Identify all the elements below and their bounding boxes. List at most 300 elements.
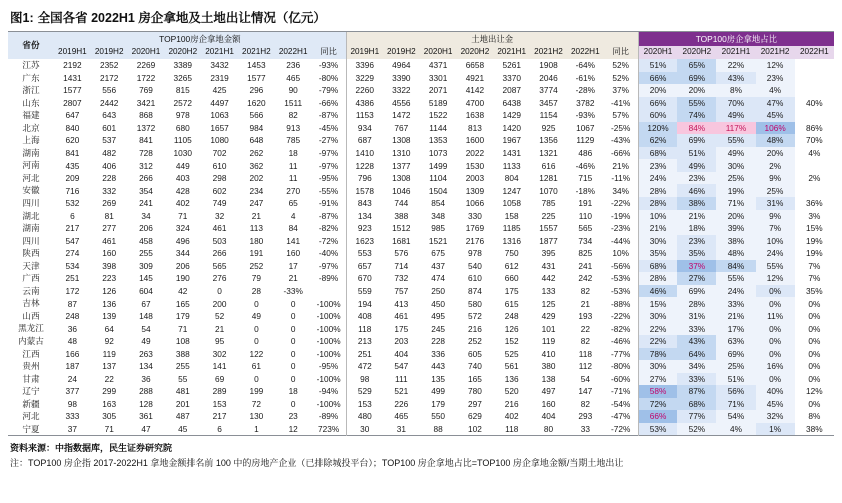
- table-cell: -100%: [316, 323, 341, 334]
- table-cell: 874: [468, 285, 482, 296]
- table-cell: 978: [468, 248, 482, 259]
- table-cell: [795, 109, 834, 122]
- figure-title: [8, 6, 834, 31]
- table-cell: 45: [178, 423, 188, 434]
- table-cell: 250: [431, 285, 446, 296]
- table-cell: 139: [102, 311, 117, 322]
- table-cell: 51%: [677, 147, 716, 160]
- table-cell: 54%: [716, 410, 755, 423]
- row-province: 湖北: [22, 210, 40, 221]
- table-cell: 1530: [465, 160, 485, 171]
- table-cell: 1105: [173, 135, 192, 146]
- row-province: 北京: [22, 122, 40, 133]
- table-cell: 572: [468, 311, 482, 322]
- table-cell: 4%: [716, 423, 755, 436]
- table-cell: 23%: [638, 159, 677, 172]
- table-cell: 138: [541, 373, 556, 384]
- table-cell: 565: [578, 223, 593, 234]
- table-cell: 82: [580, 336, 590, 347]
- table-cell: -64%: [575, 60, 595, 71]
- table-cell: 1%: [756, 423, 795, 436]
- table-cell: 553: [346, 247, 383, 260]
- table-cell: 38%: [677, 197, 716, 210]
- table-cell: -19%: [611, 210, 631, 221]
- table-cell: 1067: [576, 122, 595, 133]
- table-cell: 1: [254, 423, 259, 434]
- table-cell: 47: [141, 423, 151, 434]
- table-cell: 66%: [638, 72, 677, 85]
- table-cell: 22%: [638, 335, 677, 348]
- table-cell: 1681: [392, 235, 411, 246]
- table-cell: 0: [290, 323, 296, 334]
- table-cell: 12%: [756, 272, 795, 285]
- row-province: 陕西: [22, 248, 40, 259]
- table-cell: 22: [104, 373, 114, 384]
- table-cell: 566: [249, 110, 264, 121]
- table-cell: 458: [139, 235, 153, 246]
- table-cell: 2260: [346, 84, 383, 97]
- table-cell: 35%: [806, 285, 823, 296]
- table-cell: 266: [212, 248, 227, 259]
- land-acquisition-table: [8, 31, 834, 436]
- table-cell: 200: [212, 298, 227, 309]
- table-cell: 482: [102, 147, 117, 158]
- table-cell: 1522: [428, 110, 448, 121]
- table-cell: 277: [102, 223, 117, 234]
- row-province: 上海: [22, 135, 40, 146]
- table-cell: 841: [65, 147, 80, 158]
- table-row: [8, 285, 834, 298]
- table-cell: 481: [175, 386, 190, 397]
- table-cell: 10%: [756, 235, 795, 248]
- table-cell: -22%: [611, 311, 631, 322]
- table-cell: 402: [175, 198, 190, 209]
- table-cell: 0: [290, 336, 296, 347]
- table-row: [8, 134, 834, 147]
- table-cell: 65: [288, 198, 298, 209]
- table-cell: 601: [102, 122, 117, 133]
- table-cell: 288: [139, 386, 153, 397]
- table-cell: -80%: [318, 72, 339, 83]
- table-row: [8, 172, 834, 185]
- table-cell: 68%: [638, 147, 677, 160]
- table-row: [8, 147, 834, 160]
- table-cell: 137: [102, 361, 117, 372]
- table-cell: 1577: [63, 85, 82, 96]
- row-province: 河北: [22, 411, 40, 422]
- table-cell: 437: [431, 260, 446, 271]
- table-row: [8, 210, 834, 223]
- table-row: [8, 59, 834, 72]
- table-cell: 723%: [317, 423, 340, 434]
- table-cell: -18%: [575, 185, 595, 196]
- table-row: [8, 335, 834, 348]
- table-cell: 135: [431, 373, 446, 384]
- table-cell: 119: [541, 336, 556, 347]
- table-cell: 0%: [756, 373, 795, 386]
- table-cell: 175: [394, 323, 409, 334]
- table-cell: 1504: [428, 185, 448, 196]
- table-cell: 841: [139, 135, 153, 146]
- table-cell: 3396: [346, 59, 383, 72]
- table-cell: 98: [346, 373, 383, 386]
- group-header-top100-amount: TOP100房企拿地金额: [54, 32, 346, 47]
- table-cell: 71: [178, 323, 188, 334]
- table-cell: 191: [578, 198, 593, 209]
- table-cell: 18: [288, 386, 298, 397]
- table-cell: 172: [65, 285, 80, 296]
- table-cell: 23%: [677, 235, 716, 248]
- table-cell: 39%: [716, 222, 755, 235]
- table-cell: 1154: [539, 110, 558, 121]
- table-cell: 0%: [756, 348, 795, 361]
- row-province: 浙江: [22, 85, 40, 96]
- table-cell: 1063: [210, 110, 229, 121]
- table-cell: 534: [65, 260, 80, 271]
- table-cell: 60%: [638, 109, 677, 122]
- table-cell: 40%: [756, 385, 795, 398]
- table-cell: 465: [394, 411, 409, 422]
- table-cell: 0%: [808, 361, 821, 372]
- table-cell: 425: [212, 85, 227, 96]
- table-cell: 25%: [716, 172, 755, 185]
- table-cell: 276: [212, 273, 227, 284]
- row-province: 吉林: [22, 298, 40, 309]
- table-cell: 0: [290, 298, 296, 309]
- col-13: 2021H2: [530, 46, 567, 59]
- table-cell: 1066: [465, 198, 485, 209]
- table-cell: 241: [139, 198, 153, 209]
- table-cell: 330: [468, 210, 482, 221]
- table-cell: 1153: [346, 109, 383, 122]
- table-cell: 24: [67, 373, 78, 384]
- table-cell: 52%: [612, 72, 630, 83]
- table-cell: 4386: [346, 97, 383, 110]
- table-cell: 4921: [465, 72, 485, 83]
- table-cell: 0%: [756, 322, 795, 335]
- table-cell: 22%: [638, 322, 677, 335]
- table-cell: 520: [504, 386, 519, 397]
- table-cell: 54: [580, 373, 590, 384]
- table-cell: 206: [175, 260, 190, 271]
- table-cell: 580: [468, 298, 482, 309]
- table-cell: 1512: [392, 223, 411, 234]
- table-cell: 537: [102, 135, 117, 146]
- column-header-row: [8, 46, 834, 59]
- table-cell: 1600: [465, 135, 485, 146]
- table-cell: 31%: [677, 310, 716, 323]
- table-cell: 106%: [756, 122, 795, 135]
- table-cell: -93%: [318, 60, 339, 71]
- table-cell: 20%: [638, 84, 677, 97]
- row-province: 江苏: [22, 59, 40, 70]
- table-cell: 153: [346, 398, 383, 411]
- table-cell: 266: [139, 173, 153, 184]
- table-cell: -77%: [611, 348, 631, 359]
- table-cell: 804: [504, 173, 519, 184]
- table-cell: 17%: [716, 322, 755, 335]
- table-cell: 69%: [677, 285, 716, 298]
- table-cell: 605: [468, 348, 482, 359]
- table-cell: 27%: [677, 272, 716, 285]
- col-20: 2022H1: [795, 46, 834, 59]
- table-cell: 28: [251, 285, 261, 296]
- table-cell: 134: [346, 210, 383, 223]
- table-cell: 740: [468, 361, 482, 372]
- row-province: 黑龙江: [18, 323, 44, 334]
- table-cell: 118: [578, 348, 592, 359]
- table-cell: 0%: [808, 348, 821, 359]
- table-cell: 28%: [638, 184, 677, 197]
- table-cell: 442: [541, 273, 556, 284]
- table-cell: -93%: [575, 110, 595, 121]
- table-cell: 0: [290, 361, 296, 372]
- table-cell: 65%: [677, 59, 716, 72]
- table-cell: 206: [139, 223, 153, 234]
- table-cell: 187: [65, 361, 80, 372]
- table-cell: 242: [578, 273, 593, 284]
- table-cell: 1070: [539, 185, 558, 196]
- table-cell: 202: [249, 173, 264, 184]
- table-cell: 0: [254, 336, 259, 347]
- table-cell: 37: [67, 423, 78, 434]
- row-province: 湖南: [22, 223, 40, 234]
- table-cell: 134: [139, 361, 153, 372]
- table-row: [8, 72, 834, 85]
- col-2: 2020H1: [128, 46, 165, 59]
- table-cell: 620: [65, 135, 80, 146]
- table-cell: 408: [346, 310, 383, 323]
- table-cell: 480: [346, 410, 383, 423]
- table-cell: -53%: [611, 273, 631, 284]
- row-province: 湖南: [22, 147, 40, 158]
- col-14: 2022H1: [567, 46, 604, 59]
- table-cell: 58%: [638, 385, 677, 398]
- figure-footer: [8, 442, 834, 470]
- table-cell: 10%: [612, 248, 630, 259]
- table-cell: 45%: [756, 398, 795, 411]
- table-row: [8, 159, 834, 172]
- table-cell: 780: [468, 386, 482, 397]
- table-cell: 248: [504, 311, 519, 322]
- table-cell: 28%: [638, 272, 677, 285]
- table-cell: 71%: [716, 197, 755, 210]
- table-cell: 6658: [465, 60, 485, 71]
- table-cell: 403: [175, 173, 190, 184]
- table-cell: 102: [468, 423, 482, 434]
- table-cell: 88: [433, 423, 443, 434]
- table-cell: 1104: [429, 173, 448, 184]
- table-cell: 0%: [808, 336, 821, 347]
- table-cell: 1623: [346, 235, 383, 248]
- table-cell: 854: [431, 198, 446, 209]
- table-cell: 2022: [465, 147, 485, 158]
- table-cell: 51%: [716, 373, 755, 386]
- table-cell: 25%: [716, 360, 755, 373]
- table-cell: 225: [541, 210, 556, 221]
- row-province: 山西: [22, 310, 40, 321]
- table-cell: 79: [251, 273, 261, 284]
- table-cell: 191: [249, 248, 264, 259]
- table-cell: 461: [394, 311, 409, 322]
- table-cell: 126: [102, 285, 117, 296]
- table-cell: 49%: [677, 159, 716, 172]
- table-cell: 1310: [392, 147, 411, 158]
- table-cell: 813: [468, 122, 482, 133]
- table-cell: 978: [175, 110, 190, 121]
- table-cell: 69: [214, 373, 225, 384]
- table-cell: 461: [102, 235, 117, 246]
- table-cell: 610: [212, 160, 227, 171]
- table-cell: 61: [251, 361, 261, 372]
- table-cell: 377: [65, 386, 80, 397]
- table-cell: 450: [431, 298, 446, 309]
- table-cell: 714: [394, 260, 409, 271]
- table-cell: 2192: [63, 60, 82, 71]
- table-cell: 179: [175, 311, 190, 322]
- row-province: 甘肃: [22, 373, 40, 384]
- table-cell: -91%: [318, 198, 339, 209]
- table-cell: 629: [468, 411, 482, 422]
- row-province: 辽宁: [22, 386, 40, 397]
- table-cell: 2%: [756, 159, 795, 172]
- table-cell: 118: [505, 423, 519, 434]
- table-cell: 1030: [173, 147, 193, 158]
- table-cell: 750: [504, 248, 519, 259]
- table-cell: 190: [175, 273, 190, 284]
- table-cell: 732: [394, 273, 409, 284]
- table-cell: 289: [212, 386, 227, 397]
- table-cell: 428: [175, 185, 190, 196]
- table-cell: 1321: [539, 147, 558, 158]
- col-6: 2022H1: [275, 46, 312, 59]
- table-cell: 3%: [808, 210, 821, 221]
- table-row: [8, 423, 834, 436]
- table-cell: 117%: [716, 122, 755, 135]
- table-cell: 610: [468, 273, 482, 284]
- table-cell: 90: [288, 85, 298, 96]
- table-cell: 101: [541, 323, 556, 334]
- table-cell: 767: [394, 122, 409, 133]
- row-province: 内蒙古: [18, 336, 44, 346]
- table-cell: -72%: [318, 235, 339, 246]
- table-cell: 1377: [392, 160, 411, 171]
- table-cell: 525: [504, 348, 519, 359]
- table-cell: 20%: [716, 210, 755, 223]
- table-cell: 112: [578, 361, 592, 372]
- table-cell: 136: [102, 298, 117, 309]
- table-cell: 160: [102, 248, 117, 259]
- col-18: 2021H1: [716, 46, 755, 59]
- table-cell: 165: [175, 298, 190, 309]
- table-cell: 48: [67, 336, 78, 347]
- table-cell: 87%: [677, 385, 716, 398]
- table-row: [8, 235, 834, 248]
- table-cell: -22%: [611, 198, 631, 209]
- table-cell: 21: [580, 298, 590, 309]
- table-cell: -60%: [611, 373, 631, 384]
- table-cell: 22: [580, 323, 590, 334]
- row-province: 四川: [22, 197, 40, 208]
- table-cell: 81: [104, 210, 114, 221]
- table-cell: -46%: [575, 160, 595, 171]
- table-cell: 8%: [808, 411, 821, 422]
- table-cell: 474: [431, 273, 446, 284]
- col-19: 2021H2: [756, 46, 795, 59]
- table-cell: -25%: [611, 122, 631, 133]
- table-cell: 1472: [392, 110, 411, 121]
- table-cell: 63%: [716, 335, 755, 348]
- table-cell: 49%: [716, 147, 755, 160]
- group-header-top100-share: TOP100房企拿地占比: [638, 32, 834, 47]
- table-cell: 1511: [284, 97, 303, 108]
- table-row: [8, 310, 834, 323]
- table-cell: 1877: [539, 235, 558, 246]
- table-cell: 141: [212, 361, 227, 372]
- table-cell: 616: [541, 160, 556, 171]
- table-cell: -53%: [611, 285, 631, 296]
- table-cell: 1499: [428, 160, 448, 171]
- table-cell: 49: [141, 336, 151, 347]
- col-1: 2019H2: [91, 46, 128, 59]
- table-cell: 1769: [465, 223, 485, 234]
- table-cell: 31%: [756, 197, 795, 210]
- table-cell: 38%: [806, 423, 823, 434]
- table-cell: -87%: [318, 210, 339, 221]
- table-cell: 3301: [428, 72, 448, 83]
- table-cell: 18%: [677, 222, 716, 235]
- table-cell: 4556: [392, 97, 411, 108]
- table-cell: 21%: [612, 160, 630, 171]
- table-cell: 324: [175, 223, 190, 234]
- table-cell: 2352: [99, 60, 119, 71]
- table-cell: 62%: [638, 134, 677, 147]
- table-cell: 130: [249, 411, 264, 422]
- table-cell: 1080: [210, 135, 229, 146]
- table-row: [8, 360, 834, 373]
- table-cell: 48%: [716, 247, 755, 260]
- table-cell: 388: [394, 210, 409, 221]
- table-row: [8, 184, 834, 197]
- table-cell: 296: [249, 85, 264, 96]
- table-row: [8, 247, 834, 260]
- table-cell: 934: [346, 122, 383, 135]
- table-cell: 0: [254, 298, 259, 309]
- table-cell: 37%: [677, 260, 716, 273]
- table-cell: 0: [254, 323, 259, 334]
- table-cell: 0%: [756, 297, 795, 310]
- table-cell: 670: [346, 272, 383, 285]
- table-cell: 251: [65, 273, 80, 284]
- row-province: 河南: [22, 160, 40, 171]
- table-cell: 274: [65, 248, 80, 259]
- table-cell: 2442: [99, 97, 119, 108]
- table-cell: 472: [346, 360, 383, 373]
- table-cell: 46%: [677, 184, 716, 197]
- table-cell: [795, 184, 834, 197]
- table-cell: 486: [578, 147, 593, 158]
- table-cell: 4964: [392, 60, 411, 71]
- col-11: 2020H2: [457, 46, 494, 59]
- table-cell: 1308: [392, 173, 411, 184]
- table-cell: 95: [214, 336, 225, 347]
- table-cell: 4%: [756, 84, 795, 97]
- table-cell: 757: [394, 285, 409, 296]
- table-cell: 245: [431, 323, 446, 334]
- table-cell: 57%: [612, 110, 630, 121]
- table-cell: 15%: [806, 223, 823, 234]
- table-cell: 443: [431, 361, 446, 372]
